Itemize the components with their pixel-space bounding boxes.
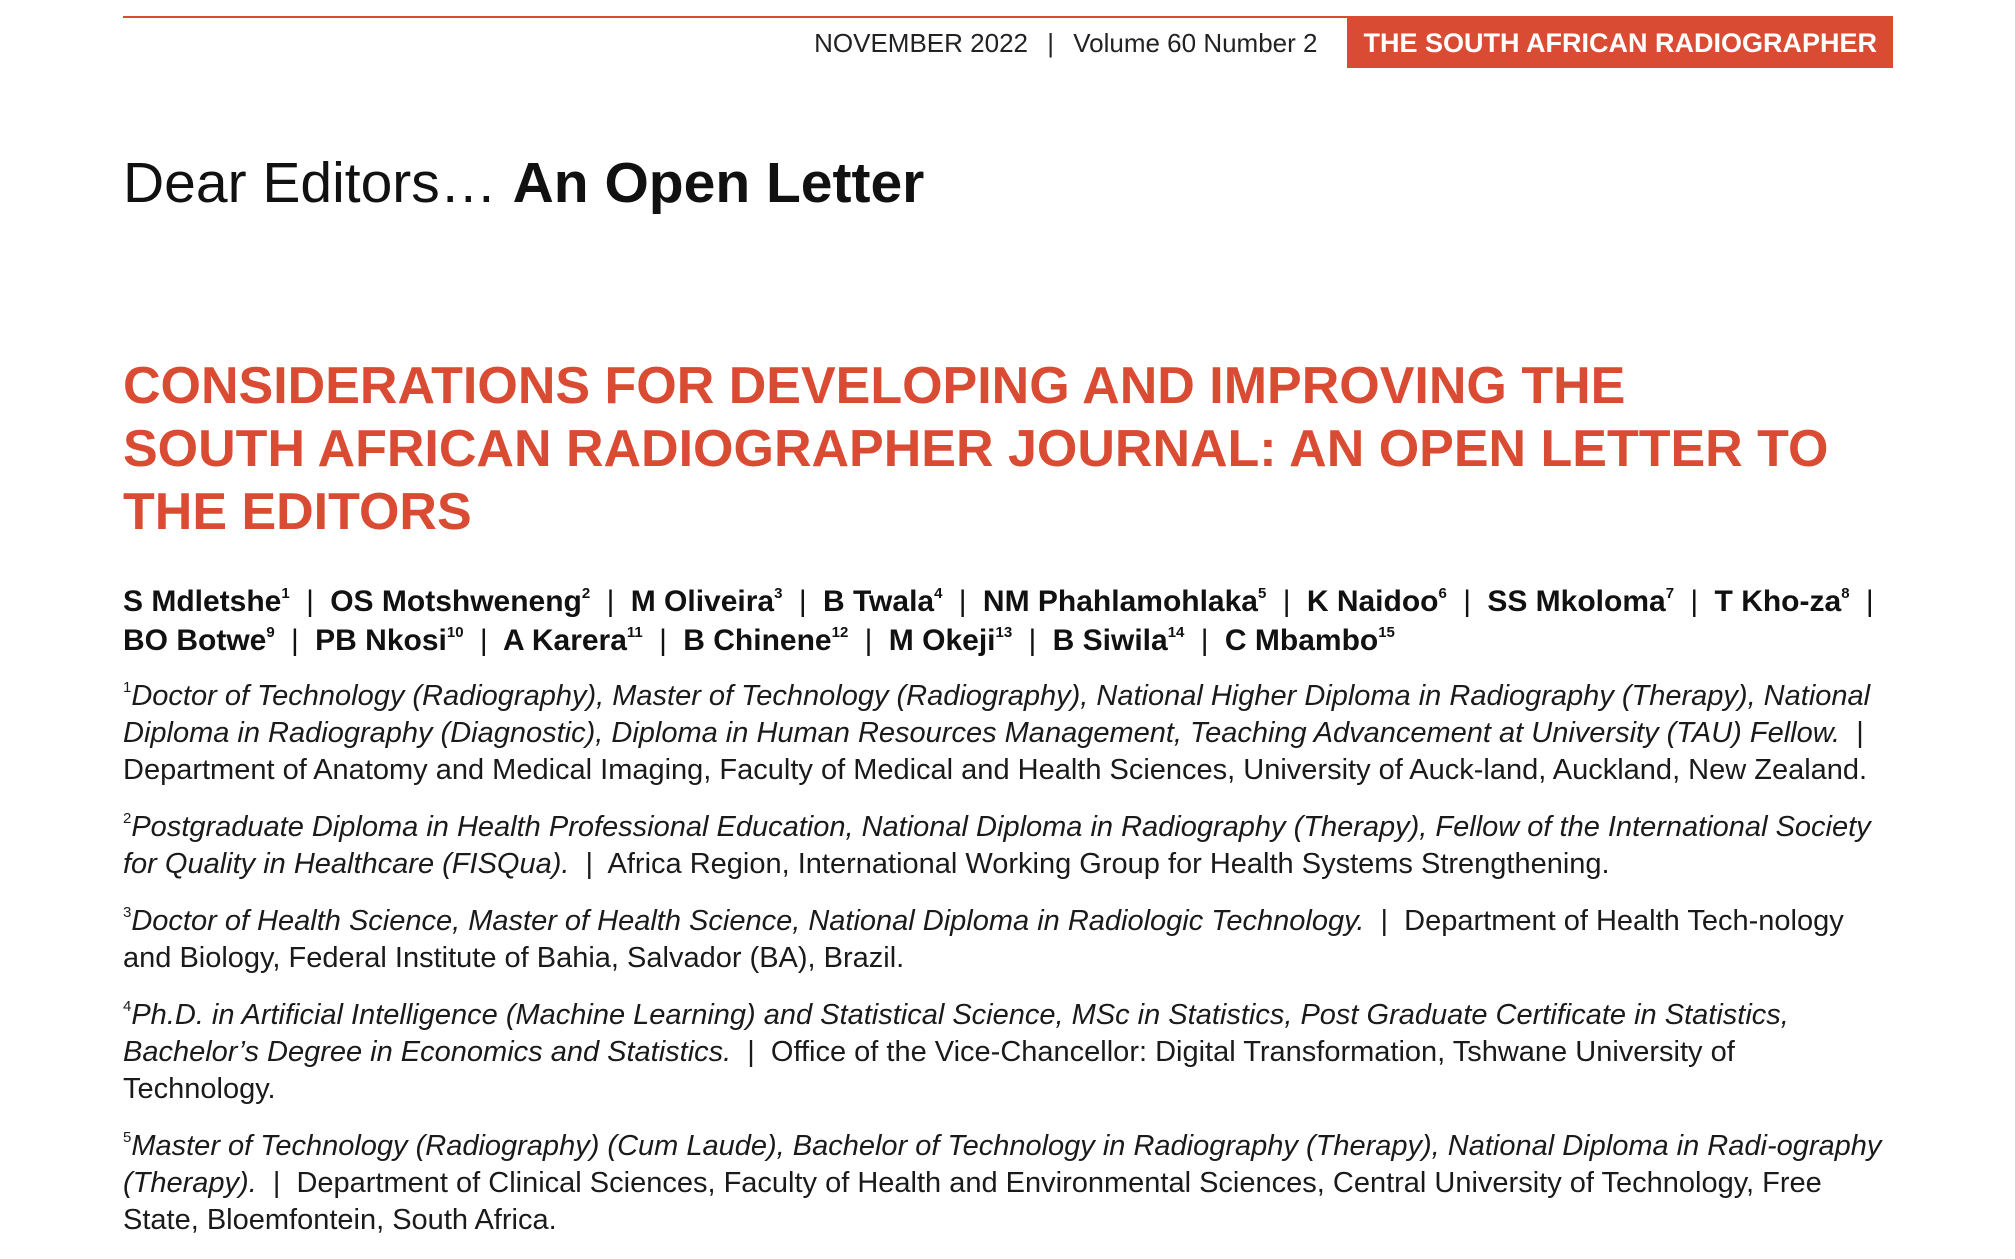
author-separator: | xyxy=(1200,624,1209,657)
affiliation-qualifications: Master of Technology (Radiography) (Cum Laude), Bachelor of Technology in Radiography (Therapy), National Diploma in Radi-ography (Therapy). xyxy=(123,1130,1882,1199)
affiliation-institution: Department of Anatomy and Medical Imaging, Faculty of Medical and Health Sciences, University of Auck-land, Auckland, New Zealand. xyxy=(123,754,1868,786)
author xyxy=(315,624,463,657)
author-affiliation-number: 1 xyxy=(281,585,290,602)
affiliation-entry xyxy=(123,997,1893,1108)
affiliation-number: 1 xyxy=(123,679,132,696)
author-name: M Okeji xyxy=(888,624,996,657)
author-separator: | xyxy=(659,624,667,657)
affiliation-institution: Department of Clinical Sciences, Faculty of Health and Environmental Sciences, Central University of Technology, Free State, Bloemfontein, South Africa. xyxy=(123,1167,1822,1236)
affiliation-qualifications: Ph.D. in Artificial Intelligence (Machine Learning) and Statistical Science, MSc in Statistics, Post Graduate Certificate in Statistics, Bachelor’s Degree in Economics and Statistics. xyxy=(123,999,1789,1068)
journal-page xyxy=(123,0,1893,1259)
author-affiliation-number: 12 xyxy=(831,624,849,641)
author-name: M Oliveira xyxy=(630,585,775,618)
author-affiliation-number: 14 xyxy=(1167,624,1185,641)
section-title: An Open Letter xyxy=(512,151,925,215)
author-affiliation-number: 3 xyxy=(774,585,783,602)
affiliation-entry xyxy=(123,678,1893,789)
affiliation-qualifications: Doctor of Health Science, Master of Health Science, National Diploma in Radiologic Technology. xyxy=(131,905,1365,937)
affiliation-entry xyxy=(123,1128,1893,1239)
article-title-line: THE EDITORS xyxy=(123,483,472,541)
affiliation-list xyxy=(123,678,1893,1259)
author xyxy=(330,585,590,618)
author xyxy=(823,585,942,618)
affiliation-separator: | xyxy=(272,1167,281,1199)
running-header xyxy=(814,18,1893,68)
author-separator: | xyxy=(958,585,967,618)
author-separator: | xyxy=(864,624,873,657)
author-separator: | xyxy=(306,585,314,618)
author-list xyxy=(123,582,1893,660)
author-name: B Twala xyxy=(822,585,935,618)
author-name: SS Mkoloma xyxy=(1487,585,1666,618)
section-prefix: Dear Editors… xyxy=(123,151,497,215)
author-name: BO Botwe xyxy=(123,624,267,657)
affiliation-qualifications: Postgraduate Diploma in Health Professional Education, National Diploma in Radiography (Therapy), Fellow of the International Society for Quality in Healthcare (FISQua). xyxy=(123,811,1871,880)
author-separator: | xyxy=(479,624,488,657)
author-affiliation-number: 6 xyxy=(1438,585,1447,602)
affiliation-qualifications: Doctor of Technology (Radiography), Master of Technology (Radiography), National Higher Diploma in Radiography (Therapy), National Diploma in Radiography (Diagnostic), Diploma in Human Resources Management, Teaching Advancement at University (TAU) Fellow. xyxy=(123,680,1871,749)
author-name: B Siwila xyxy=(1052,624,1168,657)
author-affiliation-number: 7 xyxy=(1665,585,1675,602)
issue-date: NOVEMBER 2022 xyxy=(814,27,1028,58)
author-separator: | xyxy=(798,585,807,618)
author-name: NM Phahlamohlaka xyxy=(982,585,1258,618)
article-title xyxy=(123,355,1893,544)
author xyxy=(1225,624,1395,657)
author-separator: | xyxy=(606,585,615,618)
author xyxy=(631,585,783,618)
author xyxy=(889,624,1012,657)
author-separator: | xyxy=(1865,585,1874,618)
affiliation-number: 2 xyxy=(123,810,132,827)
author-affiliation-number: 15 xyxy=(1378,624,1395,641)
affiliation-institution: Office of the Vice-Chancellor: Digital Transformation, Tshwane University of Technology. xyxy=(123,1036,1735,1105)
author-name: A Karera xyxy=(502,624,627,657)
author-name: B Chinene xyxy=(683,624,832,657)
affiliation-institution: Department of Health Tech-nology and Biology, Federal Institute of Bahia, Salvador (BA), Brazil. xyxy=(123,905,1844,974)
author xyxy=(1307,585,1447,618)
author-affiliation-number: 11 xyxy=(626,624,643,641)
author xyxy=(123,624,275,657)
author-name: S Mdletshe xyxy=(123,585,282,618)
author xyxy=(503,624,643,657)
author xyxy=(983,585,1266,618)
author-name: PB Nkosi xyxy=(315,624,447,657)
author-name: C Mbambo xyxy=(1224,624,1379,657)
author xyxy=(683,624,848,657)
issue-volume: Volume 60 Number 2 xyxy=(1073,27,1318,58)
author-name: OS Motshweneng xyxy=(330,585,582,618)
author xyxy=(1487,585,1674,618)
author xyxy=(1053,624,1185,657)
author-affiliation-number: 13 xyxy=(995,624,1013,641)
author xyxy=(1715,585,1850,618)
article-title-line: SOUTH AFRICAN RADIOGRAPHER JOURNAL: AN OPEN LETTER TO xyxy=(123,420,1829,478)
author-affiliation-number: 5 xyxy=(1258,585,1267,602)
affiliation-separator: | xyxy=(747,1036,755,1068)
author xyxy=(123,585,290,618)
journal-name-badge: THE SOUTH AFRICAN RADIOGRAPHER xyxy=(1347,18,1893,68)
author-affiliation-number: 2 xyxy=(581,585,591,602)
author-affiliation-number: 4 xyxy=(934,585,943,602)
author-separator: | xyxy=(1463,585,1471,618)
affiliation-number: 3 xyxy=(123,904,132,921)
author-separator: | xyxy=(291,624,299,657)
author-separator: | xyxy=(1028,624,1037,657)
affiliation-number: 5 xyxy=(123,1129,132,1146)
author-separator: | xyxy=(1690,585,1699,618)
issue-info xyxy=(814,28,1317,59)
affiliation-entry xyxy=(123,903,1893,977)
author-affiliation-number: 10 xyxy=(446,624,464,641)
author-separator: | xyxy=(1282,585,1291,618)
author-affiliation-number: 8 xyxy=(1841,585,1850,602)
affiliation-separator: | xyxy=(1380,905,1389,937)
affiliation-separator: | xyxy=(1856,717,1864,749)
author-name: K Naidoo xyxy=(1306,585,1439,618)
affiliation-entry xyxy=(123,809,1893,883)
article-title-line: CONSIDERATIONS FOR DEVELOPING AND IMPROVING THE xyxy=(123,357,1626,415)
affiliation-number: 4 xyxy=(123,998,132,1015)
author-name: T Kho-za xyxy=(1714,585,1842,618)
section-heading xyxy=(123,150,924,216)
issue-separator: | xyxy=(1047,27,1054,58)
affiliation-separator: | xyxy=(585,848,594,880)
affiliation-institution: Africa Region, International Working Group for Health Systems Strengthening. xyxy=(607,848,1610,880)
author-affiliation-number: 9 xyxy=(266,624,275,641)
